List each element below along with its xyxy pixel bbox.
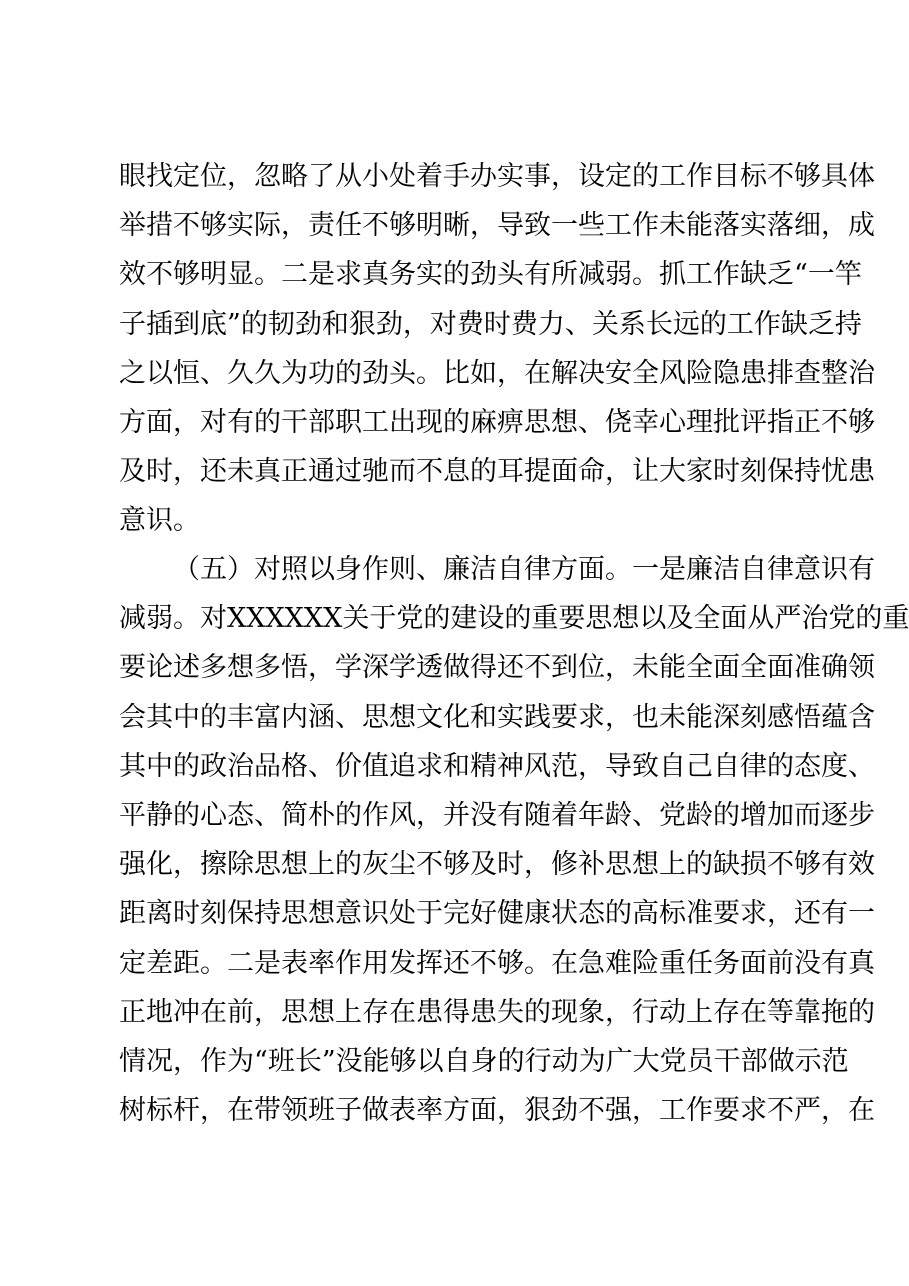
paragraph-line: 其 中 的 政 治 品 格 、 价 值 追 求 和 精 神 风 范 ， 导 致 自 己 自 律 的 态 度 、 [119, 750, 875, 782]
paragraph-2 [119, 545, 909, 1135]
paragraph-line: 及 时 ， 还 未 真 正 通 过 驰 而 不 息 的 耳 提 面 命 ， 让 大 家 时 刻 保 持 忧 患 [119, 456, 875, 488]
paragraph-line: （ 五 ） 对 照 以 身 作 则 、 廉 洁 自 律 方 面 。 一 是 廉 洁 自 律 意 识 有 [173, 554, 875, 585]
paragraph-line: 距 离 时 刻 保 持 思 想 意 识 处 于 完 好 健 康 状 态 的 高 标 准 要 求 ， 还 有 一 [119, 898, 875, 930]
paragraph-line: 举 措 不 够 实 际 ， 责 任 不 够 明 晰 ， 导 致 一 些 工 作 未 能 落 实 落 细 ， 成 [119, 210, 875, 242]
paragraph-line: 强 化 ， 擦 除 思 想 上 的 灰 尘 不 够 及 时 ， 修 补 思 想 上 的 缺 损 不 够 有 效 [119, 849, 875, 881]
paragraph-line: 正 地 冲 在 前 ， 思 想 上 存 在 患 得 患 失 的 现 象 ， 行 动 上 存 在 等 靠 拖 的 [119, 996, 875, 1028]
paragraph-line: 效 不 够 明 显 。 二 是 求 真 务 实 的 劲 头 有 所 减 弱 。 抓 工 作 缺 乏 “ 一 竿 [119, 259, 862, 291]
paragraph-line: 情 况 ， 作 为 “ 班 长 ” 没 能 够 以 自 身 的 行 动 为 广 大 党 员 干 部 做 示 范 [119, 1045, 849, 1077]
paragraph-line: 眼 找 定 位 ， 忽 略 了 从 小 处 着 手 办 实 事 ， 设 定 的 工 作 目 标 不 够 具 体 [119, 161, 875, 192]
paragraph-line: 定 差 距 。 二 是 表 率 作 用 发 挥 还 不 够 。 在 急 难 险 重 任 务 面 前 没 有 真 [119, 947, 875, 979]
paragraph-1 [119, 152, 875, 546]
paragraph-line: 方 面 ， 对 有 的 干 部 职 工 出 现 的 麻 痹 思 想 、 侥 幸 心 理 批 评 指 正 不 够 [119, 406, 875, 438]
paragraph-line: 树 标 杆 ， 在 带 领 班 子 做 表 率 方 面 ， 狠 劲 不 强 ， 工 作 要 求 不 严 ， 在 [119, 1095, 875, 1127]
paragraph-line: 意识。 [119, 505, 200, 537]
paragraph-line: 之 以 恒 、 久 久 为 功 的 劲 头 。 比 如 ， 在 解 决 安 全 风 险 隐 患 排 查 整 治 [119, 357, 875, 389]
paragraph-line: 平 静 的 心 态 、 简 朴 的 作 风 ， 并 没 有 随 着 年 龄 、 党 龄 的 增 加 而 逐 步 [119, 799, 875, 831]
paragraph-line: 会 其 中 的 丰 富 内 涵 、 思 想 文 化 和 实 践 要 求 ， 也 未 能 深 刻 感 悟 蕴 含 [119, 701, 875, 733]
paragraph-line: 子 插 到 底 ” 的 韧 劲 和 狠 劲 ， 对 费 时 费 力 、 关 系 长 远 的 工 作 缺 乏 持 [119, 308, 862, 340]
paragraph-line: 减 弱 。 对 XXXXXX 关 于 党 的 建 设 的 重 要 思 想 以 及 全 面 从 严 治 党 的 重 [119, 603, 909, 635]
paragraph-line: 要 论 述 多 想 多 悟 ， 学 深 学 透 做 得 还 不 到 位 ， 未 能 全 面 全 面 准 确 领 [119, 652, 875, 684]
